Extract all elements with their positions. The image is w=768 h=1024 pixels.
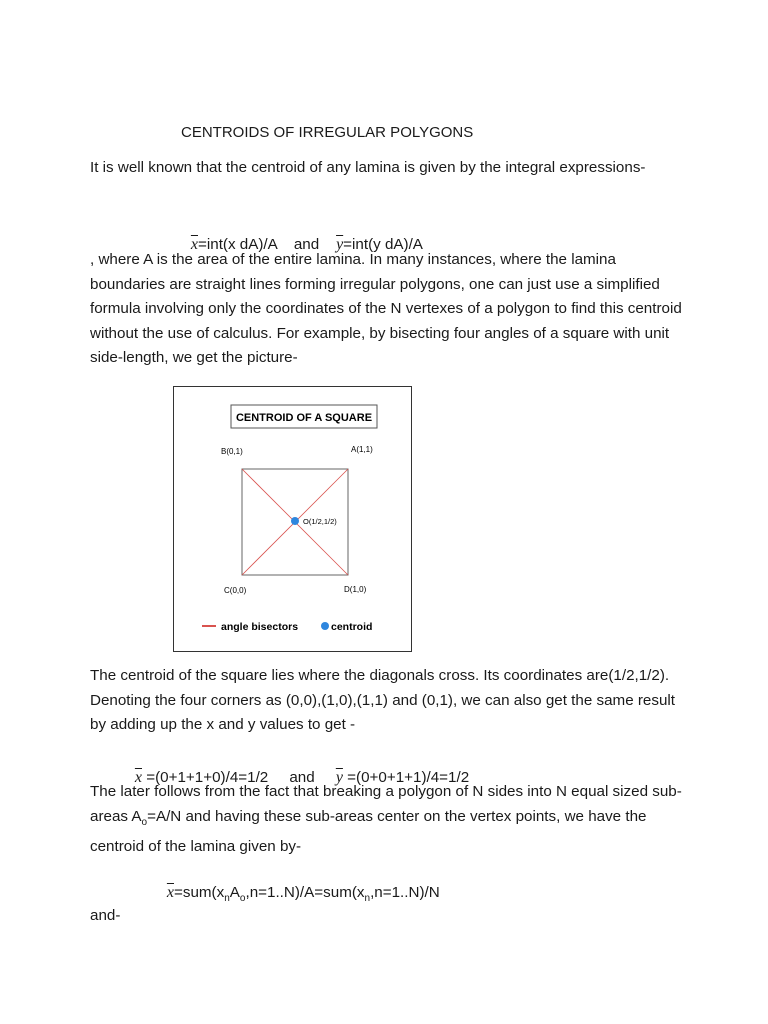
y-bar-symbol: $\overline{y}$: [336, 236, 344, 253]
square-diagram: [174, 387, 411, 651]
vertex-label-c: C(0,0): [224, 586, 247, 595]
subscript-n: n: [364, 893, 371, 905]
subscript-o: o: [239, 893, 246, 905]
sum-part-3: ,n=1..N)/A=sum(x: [245, 884, 365, 901]
paragraph-polygon-method: , where A is the area of the entire lamina. In many instances, where the lamina boundaries are straight lines forming irregular polygons, one can just use a simplified formula involving only the coordinates of the N vertexes of a polygon to find this centroid without the use of calculus. For example, by bisecting four angles of a square with unit side-length, we get the picture-: [90, 251, 682, 366]
centroid-label: O(1/2,1/2): [303, 517, 337, 526]
vertex-label-b: B(0,1): [221, 447, 243, 456]
x-average: =(0+1+1+0)/4=1/2: [142, 769, 269, 786]
equation-and: and: [293, 236, 320, 253]
sub-areas-text-1: The later follows from the fact that breaking a polygon of N sides into N equal sized sub-areas A: [90, 783, 682, 825]
figure-title: CENTROID OF A SQUARE: [235, 412, 373, 424]
equation-sum-centroid: [150, 863, 440, 929]
centroid-point: [291, 517, 299, 525]
subscript-o: o: [141, 816, 148, 828]
vertex-label-a: A(1,1): [351, 445, 373, 454]
legend-bisectors-label: angle bisectors: [221, 621, 299, 633]
y-average: =(0+0+1+1)/4=1/2: [342, 769, 470, 786]
vertex-label-d: D(1,0): [344, 585, 367, 594]
closing-text: and-: [90, 907, 121, 924]
y-integral: =int(y dA)/A: [343, 236, 423, 253]
page-title: CENTROIDS OF IRREGULAR POLYGONS: [181, 124, 474, 141]
y-bar-symbol: $\overline{y}$: [335, 769, 343, 786]
sum-part-4: ,n=1..N)/N: [370, 884, 440, 901]
legend-centroid-swatch: [321, 622, 329, 630]
sum-part-1: =sum(x: [174, 884, 225, 901]
paragraph-square-result: The centroid of the square lies where the diagonals cross. Its coordinates are(1/2,1/2). Denoting the four corners as (0,0),(1,0),(1,1) and (0,1), we can also get the same result by adding up the x and y values to get -: [90, 667, 676, 733]
paragraph-intro: It is well known that the centroid of any lamina is given by the integral expressions-: [90, 159, 646, 176]
sub-areas-text-2: =A/N and having these sub-areas center on the vertex points, we have the centroid of the lamina given by-: [90, 807, 647, 856]
subscript-n: n: [224, 893, 230, 905]
paragraph-sub-areas: [90, 780, 690, 860]
figure-centroid-square: [173, 386, 412, 652]
legend-centroid-label: centroid: [331, 621, 373, 633]
x-integral: =int(x dA)/A: [198, 236, 277, 253]
sum-part-2: A: [229, 884, 240, 901]
x-bar-symbol: $\overline{x}$: [166, 884, 174, 901]
x-bar-symbol: $\overline{x}$: [190, 236, 198, 253]
x-bar-symbol: $\overline{x}$: [134, 769, 142, 786]
equation-and: and: [289, 769, 315, 786]
